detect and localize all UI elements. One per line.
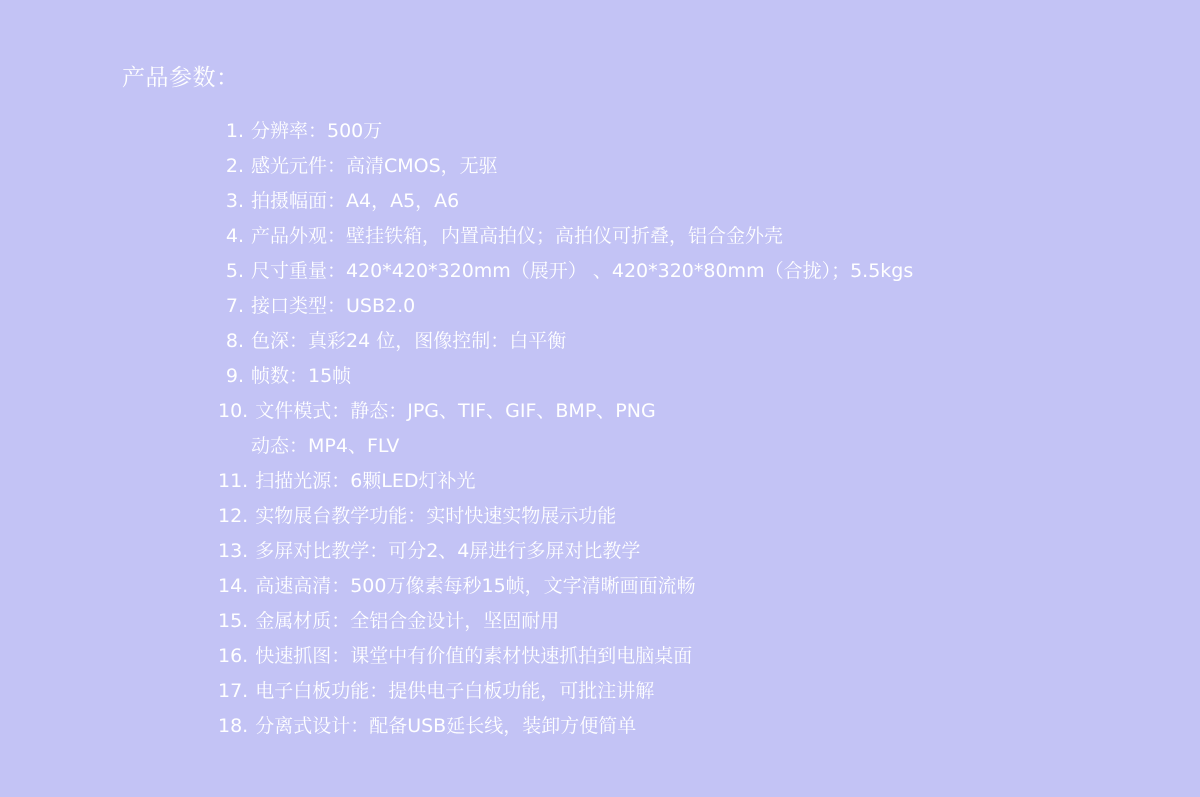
- list-item-text: 感光元件：高清CMOS，无驱: [251, 155, 498, 177]
- list-item: [218, 184, 1118, 219]
- page-title: 产品参数：: [122, 65, 240, 91]
- list-item: [218, 604, 1118, 639]
- specification-list: [218, 114, 1118, 744]
- list-item-number: 4.: [225, 225, 244, 247]
- list-item-text: 分辨率：500万: [251, 120, 383, 142]
- list-item-number: 14.: [218, 575, 249, 597]
- list-item-text: 产品外观：壁挂铁箱，内置高拍仪；高拍仪可折叠，铝合金外壳: [251, 225, 784, 247]
- list-item-text: 拍摄幅面：A4，A5，A6: [251, 190, 460, 212]
- list-item-text: 电子白板功能：提供电子白板功能，可批注讲解: [255, 680, 655, 702]
- list-item-text: 动态：MP4、FLV: [251, 435, 400, 457]
- list-item-number: 7.: [225, 295, 244, 317]
- list-item-text: 帧数：15帧: [251, 365, 352, 387]
- list-item: [218, 709, 1118, 744]
- list-item-number: 3.: [225, 190, 244, 212]
- list-item: [218, 324, 1118, 359]
- list-item: [218, 394, 1118, 429]
- list-item-number: 1.: [225, 120, 244, 142]
- list-item: [218, 674, 1118, 709]
- list-item-number: 16.: [218, 645, 249, 667]
- list-item-number: 10.: [218, 400, 249, 422]
- list-item-text: 尺寸重量：420*420*320mm（展开） 、420*320*80mm（合拢）；5.5kgs: [251, 260, 914, 282]
- list-item: [218, 114, 1118, 149]
- list-item-text: 文件模式：静态：JPG、TIF、GIF、BMP、PNG: [255, 400, 656, 422]
- list-item-number: 11.: [218, 470, 249, 492]
- list-item: [218, 639, 1118, 674]
- list-item: [218, 149, 1118, 184]
- list-item-number: 9.: [225, 365, 244, 387]
- list-item-number: 12.: [218, 505, 249, 527]
- list-item-text: 高速高清：500万像素每秒15帧，文字清晰画面流畅: [255, 575, 696, 597]
- list-item-number: 15.: [218, 610, 249, 632]
- list-item: [218, 499, 1118, 534]
- list-item: [218, 289, 1118, 324]
- list-item: [218, 359, 1118, 394]
- list-item-text: 实物展台教学功能：实时快速实物展示功能: [255, 505, 617, 527]
- list-item: [218, 219, 1118, 254]
- list-item-number: 8.: [225, 330, 244, 352]
- list-item: [218, 429, 1118, 464]
- list-item-number: 2.: [225, 155, 244, 177]
- list-item-text: 接口类型：USB2.0: [251, 295, 416, 317]
- list-item-number: 18.: [218, 715, 249, 737]
- list-item: [218, 254, 1118, 289]
- list-item-number: 13.: [218, 540, 249, 562]
- list-item-number: 5.: [225, 260, 244, 282]
- list-item-number: 17.: [218, 680, 249, 702]
- list-item-text: 色深：真彩24 位，图像控制：白平衡: [251, 330, 567, 352]
- list-item: [218, 569, 1118, 604]
- list-item-text: 扫描光源：6颗LED灯补光: [255, 470, 476, 492]
- list-item-text: 多屏对比教学：可分2、4屏进行多屏对比教学: [255, 540, 641, 562]
- list-item-text: 快速抓图：课堂中有价值的素材快速抓拍到电脑桌面: [255, 645, 693, 667]
- list-item-text: 金属材质：全铝合金设计，坚固耐用: [255, 610, 560, 632]
- list-item-text: 分离式设计：配备USB延长线，装卸方便简单: [255, 715, 637, 737]
- list-item: [218, 534, 1118, 569]
- list-item: [218, 464, 1118, 499]
